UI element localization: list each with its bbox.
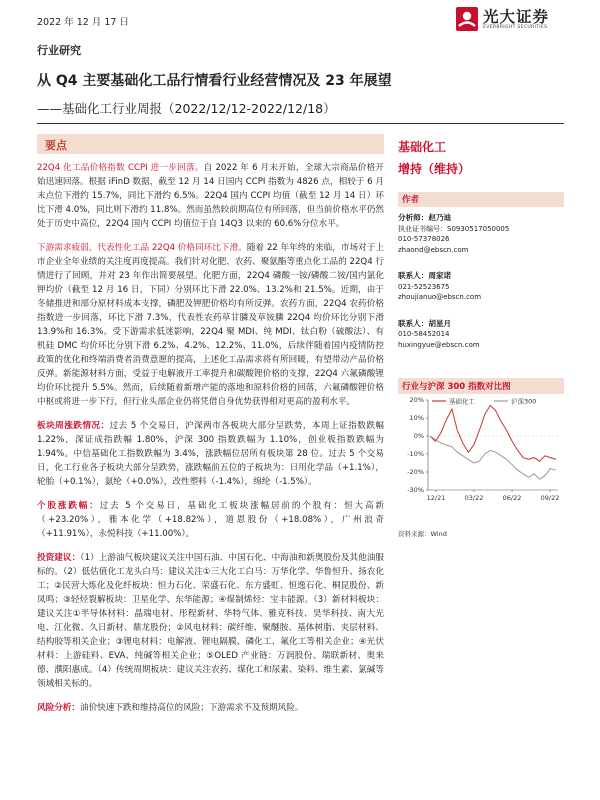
- chart-legend: [398, 394, 564, 408]
- series-line-csi300: [430, 436, 556, 479]
- contact-phone: 010-58452014: [398, 330, 450, 338]
- paragraph-text: 过去 5 个交易日，基础化工板块涨幅居前的个股有：恒大高新（+23.20%），雅本化学（+18.82%），道恩股份（+18.08%），广州浪奇（+11.91%），永悦科技（+11.00%）。: [37, 501, 384, 539]
- analyst-block: [398, 213, 564, 255]
- contact-email[interactable]: zhoujianuo@ebscn.com: [398, 293, 482, 301]
- chart-header: [398, 378, 564, 394]
- authors-header: [398, 192, 564, 207]
- x-tick-label: 06/22: [502, 494, 522, 502]
- sidebar: [398, 134, 564, 538]
- series-line-chemical: [430, 405, 556, 461]
- paragraph-text: （1）上游油气板块建议关注中国石油、中国石化、中海油和新奥股份及其他油服标的。（2）低估值化工龙头白马：建议关注①三大化工白马：万华化学、华鲁恒升、扬农化工；②民营大炼化及化纤板块：恒力石化、荣盛石化、东方盛虹、恒逸石化、桐昆股份、新凤鸣；③轻烃裂解板块：卫星化学、东华能源；④煤制烯烃：宝丰能源。（3）新材料板块：建议关注①半导体材料：晶瑞电材、彤程新材、华特气体、雅克科技、昊华科技、南大光电、江化微、久日新材、鼎龙股份；②风电材料：碳纤维、聚醚胺、基体树脂、夹层材料、结构胶等相关企业；③锂电材料：电解液、锂电隔膜、磷化工、氟化工等相关企业；④光伏材料：上游硅料、EVA、纯碱等相关企业；⑤OLED 产业链：万润股份、瑞联新材、奥来德、濮阳惠成。（4）传统周期板块：建议关注农药、煤化工和尿素、染料、维生素、氯碱等领域相关标的。: [37, 553, 384, 689]
- paragraph-text: 油价快速下跌和维持高位的风险；下游需求不及预期风险。: [79, 703, 304, 713]
- chart-title: 行业与沪深 300 指数对比图: [402, 382, 511, 392]
- paragraph-lead: 个股涨跌幅：: [37, 501, 100, 511]
- rating: 增持（维持）: [398, 162, 471, 176]
- sector-name: 基础化工: [398, 140, 447, 154]
- report-date: 2022 年 12 月 17 日: [37, 17, 129, 28]
- index-comparison-chart: [398, 394, 564, 529]
- chart-source: 资料来源：Wind: [398, 530, 447, 538]
- analyst-name: 分析师：赵乃迪: [398, 213, 452, 222]
- contact-email[interactable]: huxingyue@ebscn.com: [398, 340, 480, 349]
- paragraph-ccpi: [37, 161, 384, 231]
- analyst-license: 执业证书编号：S0930517050005: [398, 224, 510, 233]
- analyst-email[interactable]: zhaond@ebscn.com: [398, 245, 469, 254]
- paragraph-lead: 板块周涨跌情况：: [37, 421, 110, 431]
- paragraph-text: 过去 5 个交易日，沪深两市各板块大部分呈跌势，本周上证指数跌幅 1.22%，深证成指跌幅 1.80%，沪深 300 指数跌幅为 1.10%，创业板指数跌幅为 1.94%。中信基础化工指数跌幅为 3.4%，涨跌幅位居所有板块第 28 位。过去 5 个交易日，化工行业各子板块大部分呈跌势，涨跌幅前五位的子板块为：日用化学品（+1.1%），轮胎（+0.1%），氨纶（+0.0%），改性塑料（-1.4%），绵纶（-1.5%）。: [37, 421, 384, 487]
- company-logo: [456, 6, 566, 36]
- contact-name: 联系人：胡星月: [398, 318, 452, 328]
- x-tick-label: 12/21: [426, 494, 446, 502]
- y-tick-label: 0%: [413, 432, 424, 441]
- paragraph-investment: [37, 551, 384, 691]
- y-tick-label: -20%: [407, 468, 424, 477]
- paragraph-risk: [37, 701, 384, 715]
- legend-label: 基础化工: [449, 397, 475, 406]
- main-body: [37, 161, 384, 722]
- report-subtitle: ——基础化工行业周报（2022/12/12-2022/12/18）: [37, 101, 336, 116]
- logo-mark-icon: [456, 7, 478, 31]
- paragraph-stocks: [37, 499, 384, 541]
- paragraph-text: 自 2022 年 6 月末开始，全球大宗商品价格开始迅速回落。根据 iFinD 数据，截至 12 月 14 日国内 CCPI 指数为 4826 点，相较于 6 月末点位下滑约 15.7%，同比下滑约 6.5%。22Q4 国内 CCPI 均值（截至 12 月 14 日）环比下滑 4.0%，同比则下滑约 11.8%。然而虽然较前期高位有所回落，但当前价格水平仍然处于历史中高位，22Q4 国内 CCPI 均值位于自 14Q3 以来的 60.6%分位水平。: [37, 163, 384, 229]
- chart-svg: [398, 394, 564, 512]
- paragraph-lead: 22Q4 化工品价格指数 CCPI 进一步回落。: [37, 163, 204, 173]
- contact-phone: 021-52523675: [398, 282, 450, 291]
- y-tick-label: -10%: [407, 450, 424, 459]
- y-tick-label: 20%: [409, 396, 424, 405]
- paragraph-sector-weekly: [37, 419, 384, 489]
- report-category: 行业研究: [37, 44, 81, 57]
- y-tick-label: 10%: [409, 414, 424, 423]
- contact-name: 联系人：周家诺: [398, 271, 452, 280]
- logo-text-en: EVERBRIGHT SECURITIES: [483, 25, 548, 30]
- y-tick-label: -30%: [407, 486, 424, 495]
- contact-block-2: [398, 319, 564, 351]
- paragraph-text: 随着 22 年年终的来临，市场对于上市企业全年业绩的关注度再度提高。我们针对化肥、农药、聚氨酯等重点化工品的 22Q4 行情进行了回顾，并对 23 年作出简要展望。化肥方面，22Q4 磷酸一铵/磷酸二铵/国内氯化钾均价（截至 12 月 16 日，下同）分别环比下滑 22.0%、13.2%和 21.5%。近期，由于冬储推进和部分原材料成本支撑，磷肥及钾肥价格均有所反弹。农药方面，22Q4 农药价格指数进一步回落，环比下滑 7.3%，代表性农药草甘膦及草铵膦 22Q4 均价环比分别下滑 13.9%和 16.3%。受下游需求低迷影响，22Q4 聚 MDI、纯 MDI、钛白粉（硫酸法）、有机硅 DMC 均价环比分别下滑 6.2%、4.2%、12.2%、11.0%，后续伴随着国内疫情防控政策的优化和终端消费者消费意愿的提高，上述化工品需求将有所回暖，有望带动产品价格反弹。新能源材料方面，受益于电解液开工率提升和碳酸锂价格的支撑，22Q4 六氟磷酸锂均价环比提升 5.5%。然而，后续随着新增产能的落地和原料价格的回落，六氟磷酸锂价格中枢或将进一步下行，但行业头部企业仍将凭借自身优势获得相对更高的盈利水平。: [37, 243, 384, 407]
- title-divider: [37, 123, 564, 124]
- paragraph-demand: [37, 241, 384, 409]
- analyst-phone: 010-57378026: [398, 235, 450, 243]
- legend-label: 沪深300: [511, 397, 537, 406]
- report-title: 从 Q4 主要基础化工品行情看行业经营情况及 23 年展望: [37, 73, 392, 89]
- logo-text-cn: 光大证券: [483, 8, 550, 26]
- keypoints-label: 要点: [45, 139, 67, 152]
- x-tick-label: 09/22: [540, 494, 560, 502]
- authors-label: 作者: [402, 195, 420, 205]
- paragraph-lead: 风险分析：: [37, 703, 80, 713]
- paragraph-lead: 投资建议：: [37, 553, 81, 563]
- keypoints-header: [37, 134, 384, 154]
- contact-block-1: [398, 271, 564, 303]
- x-tick-label: 03/22: [464, 494, 484, 502]
- paragraph-lead: 下游需求疲弱，代表性化工品 22Q4 价格同环比下滑。: [37, 243, 247, 253]
